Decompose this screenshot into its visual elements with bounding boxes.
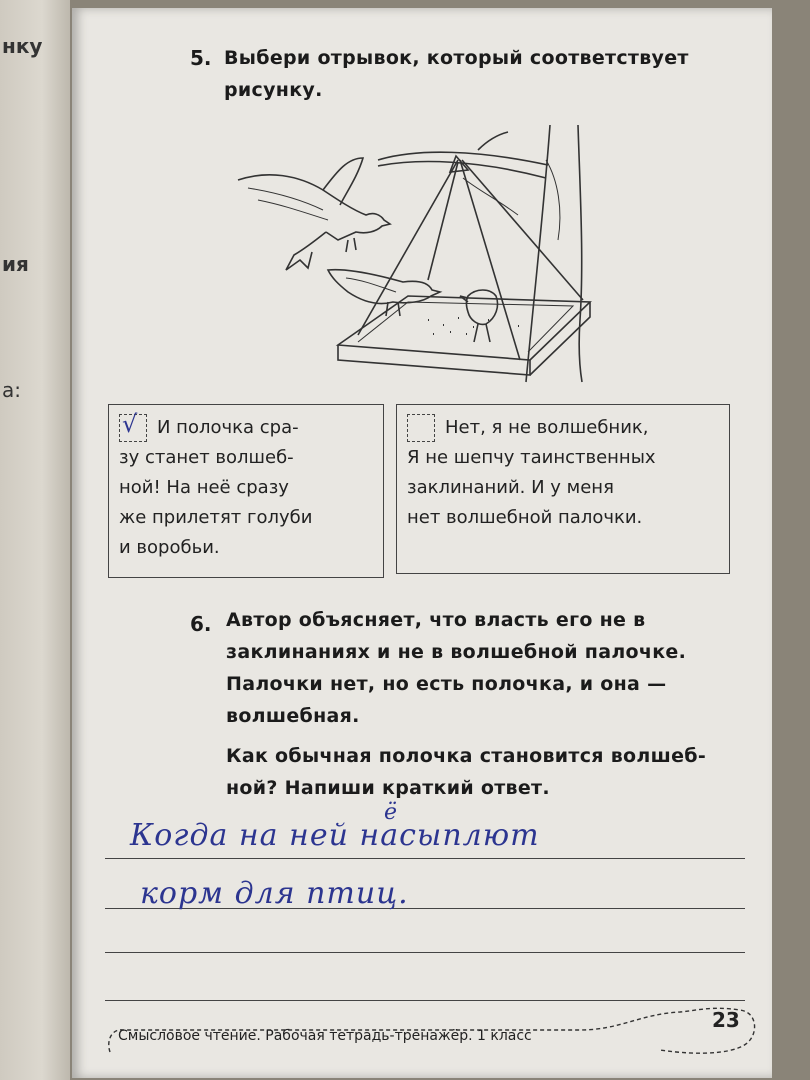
option-line: и воробьи. bbox=[119, 537, 220, 558]
task-6-question-line: ной? Напиши краткий ответ. bbox=[226, 777, 550, 799]
task-5-number: 5. bbox=[190, 46, 212, 70]
option-line: нет волшебной палочки. bbox=[407, 507, 643, 528]
option-line-text: И полочка сра- bbox=[157, 417, 299, 438]
answer-checkbox[interactable] bbox=[119, 410, 147, 442]
task-5-text bbox=[224, 42, 689, 106]
answer-checkbox[interactable] bbox=[407, 414, 435, 442]
footer-title: Смысловое чтение. Рабочая тетрадь-тренажёр. 1 класс bbox=[118, 1028, 532, 1044]
task-5-line: рисунку. bbox=[224, 79, 323, 101]
option-line: ной! На неё сразу bbox=[119, 477, 289, 498]
bird-feeder-illustration bbox=[228, 120, 608, 390]
option-box-right bbox=[396, 404, 730, 574]
check-mark-icon: √ bbox=[122, 410, 138, 438]
task-6-number: 6. bbox=[190, 612, 212, 636]
option-line-text: Нет, я не волшебник, bbox=[445, 417, 649, 438]
task-6-text bbox=[226, 604, 746, 804]
option-line: же прилетят голуби bbox=[119, 507, 313, 528]
left-page-fragment: ия bbox=[2, 252, 29, 276]
handwritten-accent: ё bbox=[384, 800, 399, 825]
task-6-line: заклинаниях и не в волшебной палочке. bbox=[226, 641, 687, 663]
option-line bbox=[407, 413, 719, 443]
handwritten-answer-line-2[interactable]: корм для птиц. bbox=[140, 876, 409, 911]
option-line: зу станет волшеб- bbox=[119, 447, 294, 468]
page-number: 23 bbox=[712, 1008, 740, 1032]
handwritten-answer-line-1[interactable]: Когда на ней насыплют bbox=[130, 818, 540, 853]
left-page bbox=[0, 0, 70, 1080]
task-5-line: Выбери отрывок, который соответствует bbox=[224, 47, 689, 69]
task-6-line: Автор объясняет, что власть его не в bbox=[226, 609, 646, 631]
task-6-line: Палочки нет, но есть полочка, и она — bbox=[226, 673, 667, 695]
left-page-fragment: нку bbox=[2, 34, 43, 58]
option-box-left bbox=[108, 404, 384, 578]
option-line: Я не шепчу таинственных bbox=[407, 447, 656, 468]
answer-line bbox=[105, 858, 745, 859]
option-line bbox=[119, 410, 373, 443]
task-6-question-line: Как обычная полочка становится волшеб- bbox=[226, 745, 707, 767]
answer-line bbox=[105, 952, 745, 953]
left-page-fragment: а: bbox=[2, 378, 21, 402]
option-line: заклинаний. И у меня bbox=[407, 477, 614, 498]
task-6-line: волшебная. bbox=[226, 705, 360, 727]
